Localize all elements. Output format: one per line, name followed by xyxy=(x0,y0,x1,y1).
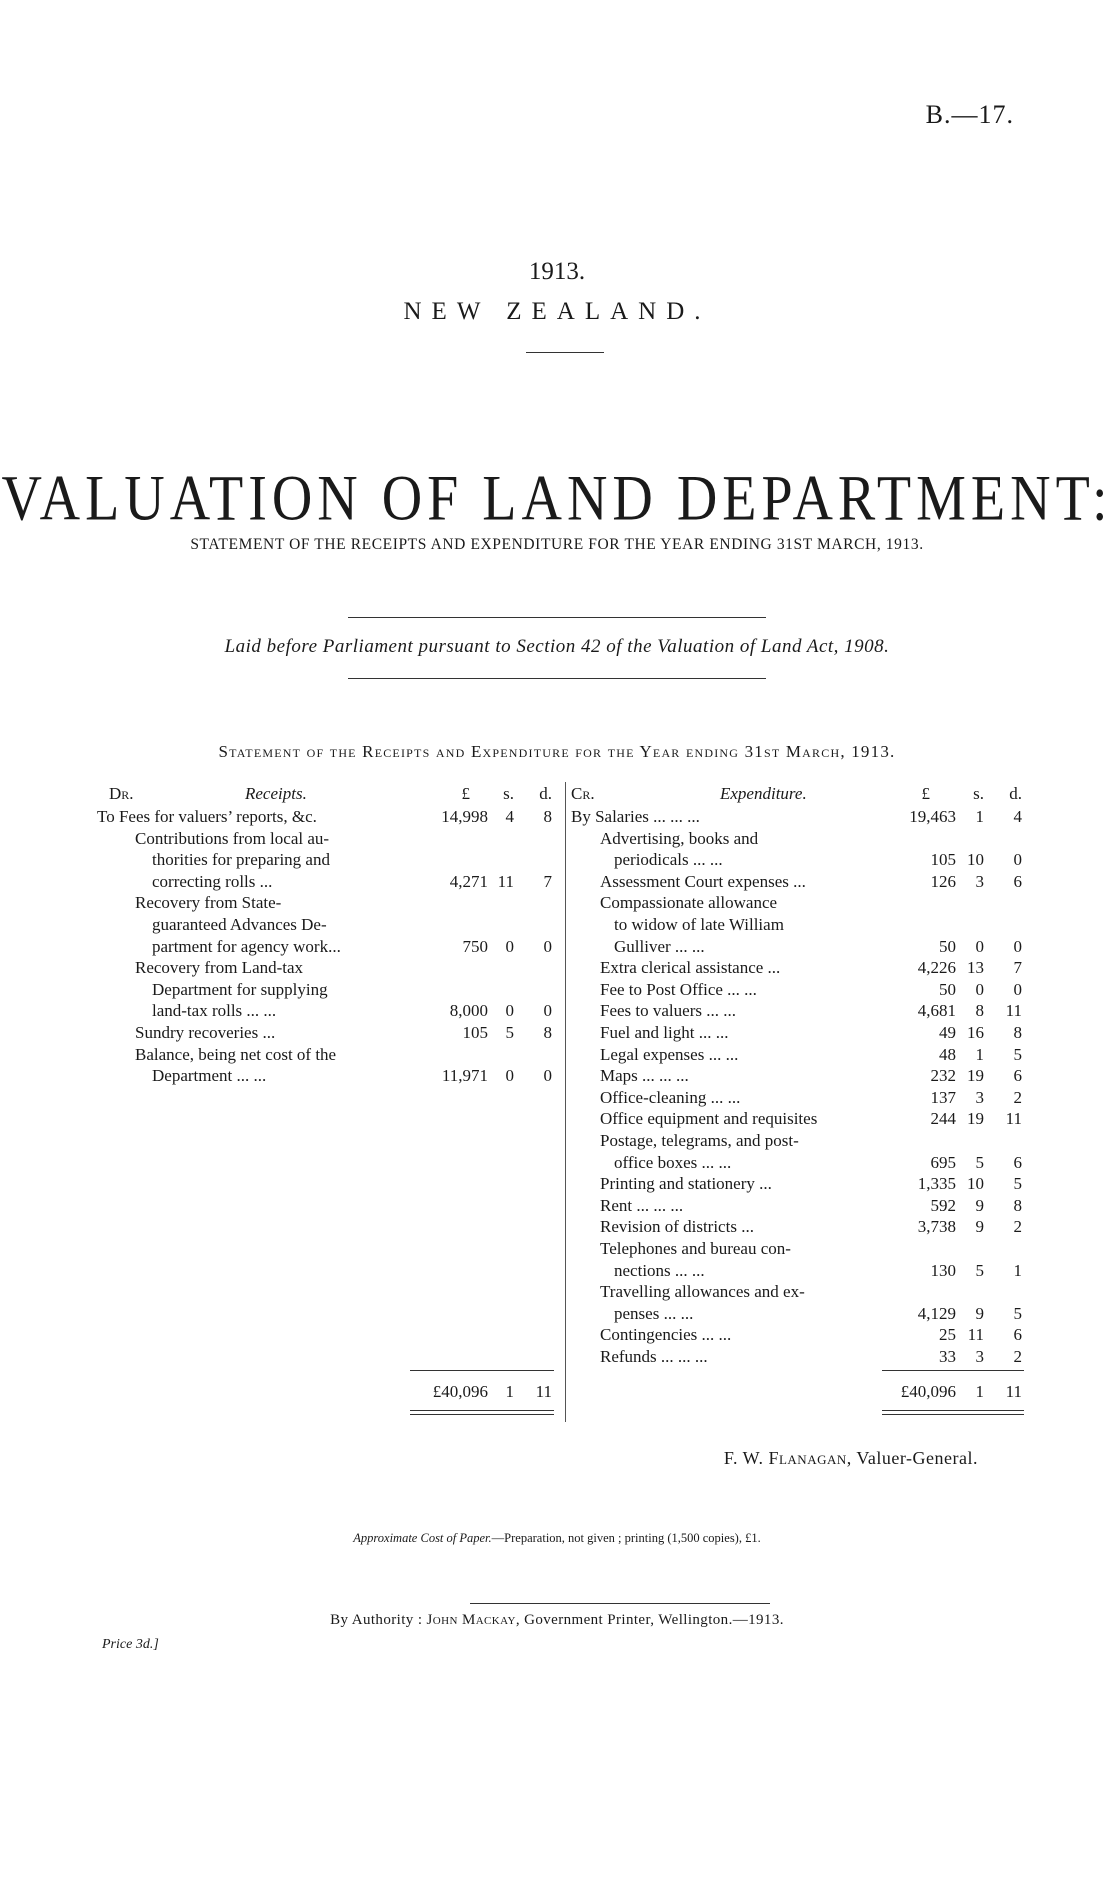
receipts-line-text: land-tax rolls ... ... xyxy=(152,1001,277,1021)
expenditure-amount-shillings: 16 xyxy=(967,1023,984,1042)
expenditure-amount-pence: 5 xyxy=(1013,1044,1022,1064)
expenditure-line-text: Contingencies ... ... xyxy=(600,1325,732,1345)
column-divider xyxy=(565,782,566,1422)
expenditure-amount-pence: 11 xyxy=(1005,1001,1022,1021)
receipts-amount-pounds: 105 xyxy=(462,1023,488,1042)
expenditure-amount-pence: 4 xyxy=(1013,807,1022,826)
receipts-line-text: partment for agency work... xyxy=(152,936,341,956)
signature xyxy=(724,1448,978,1469)
expenditure-amount-shillings: 9 xyxy=(975,1303,984,1323)
signature-name: Flanagan xyxy=(768,1448,847,1468)
expenditure-amount-shillings: 9 xyxy=(975,1195,984,1215)
receipts-line-text: Sundry recoveries ... xyxy=(135,1023,276,1042)
expenditure-amount-shillings: 11 xyxy=(967,1325,984,1345)
expenditure-shillings-header: s. xyxy=(973,784,984,803)
receipts-amount-shillings: 0 xyxy=(505,936,514,956)
expenditure-amount-pence: 2 xyxy=(1013,1087,1022,1107)
receipts-amount-pence: 0 xyxy=(543,1066,552,1086)
expenditure-line-text: Office equipment and requisites xyxy=(600,1109,818,1129)
expenditure-line-text: Refunds ... ... ... xyxy=(600,1347,708,1366)
expenditure-amount-pence: 7 xyxy=(1013,958,1022,978)
expenditure-line-text: Postage, telegrams, and post- xyxy=(600,1131,799,1150)
divider xyxy=(348,678,766,679)
expenditure-amount-pounds: 50 xyxy=(939,979,956,999)
expenditure-line-text: Fee to Post Office ... ... xyxy=(600,979,757,999)
expenditure-line-text: Printing and stationery ... xyxy=(600,1174,772,1194)
expenditure-amount-shillings: 19 xyxy=(967,1109,984,1129)
expenditure-amount-pounds: 105 xyxy=(930,850,956,870)
signature-role: , Valuer-General. xyxy=(846,1448,978,1468)
expenditure-line-text: Gulliver ... ... xyxy=(614,936,705,956)
expenditure-amount-shillings: 5 xyxy=(975,1260,984,1280)
expenditure-amount-pounds: 1,335 xyxy=(917,1174,956,1194)
expenditure-line-text: Advertising, books and xyxy=(600,828,759,848)
authority-line xyxy=(0,1612,1114,1629)
receipts-line-text: Recovery from Land-tax xyxy=(135,958,304,978)
expenditure-amount-pence: 0 xyxy=(1013,979,1022,999)
expenditure-amount-shillings: 1 xyxy=(975,1044,984,1064)
authority-prefix: By Authority : xyxy=(330,1612,423,1628)
expenditure-amount-pounds: 4,226 xyxy=(917,958,956,978)
divider xyxy=(470,1603,770,1604)
authority-suffix: , Government Printer, Wellington.—1913. xyxy=(515,1612,784,1628)
expenditure-line-text: periodicals ... ... xyxy=(614,850,723,870)
expenditure-amount-pence: 11 xyxy=(1005,1109,1022,1129)
expenditure-amount-shillings: 3 xyxy=(975,871,984,891)
expenditure-amount-pounds: 25 xyxy=(939,1325,956,1345)
price-note: Price 3d.] xyxy=(102,1637,159,1652)
expenditure-amount-pence: 6 xyxy=(1013,871,1022,891)
receipts-amount-shillings: 0 xyxy=(505,1001,514,1021)
expenditure-amount-pence: 0 xyxy=(1013,850,1022,870)
expenditure-line-text: Extra clerical assistance ... xyxy=(600,958,781,978)
expenditure-amount-shillings: 10 xyxy=(967,850,984,870)
receipts-shillings-header: s. xyxy=(503,784,514,803)
receipts-amount-shillings: 4 xyxy=(505,807,514,826)
receipts-line-text: Balance, being net cost of the xyxy=(135,1044,337,1064)
expenditure-line-text: penses ... ... xyxy=(614,1303,694,1323)
expenditure-amount-pence: 6 xyxy=(1013,1066,1022,1086)
expenditure-amount-pounds: 49 xyxy=(939,1023,956,1042)
expenditure-line-text: Telephones and bureau con- xyxy=(600,1239,791,1258)
receipts-total-pence: 11 xyxy=(535,1382,552,1401)
receipts-amount-pence: 7 xyxy=(543,871,552,891)
receipts-amount-pounds: 11,971 xyxy=(441,1066,488,1086)
receipts-pounds-header: £ xyxy=(461,784,470,803)
expenditure-amount-pence: 5 xyxy=(1013,1303,1022,1323)
laid-before-note: Laid before Parliament pursuant to Section 42 of the Valuation of Land Act, 1908. xyxy=(224,636,890,657)
receipts-amount-shillings: 11 xyxy=(497,871,514,891)
expenditure-amount-shillings: 9 xyxy=(975,1217,984,1237)
expenditure-line-text: Compassionate allowance xyxy=(600,893,778,913)
document-year: 1913. xyxy=(528,258,586,285)
expenditure-line-text: office boxes ... ... xyxy=(614,1152,732,1172)
receipts-amount-pence: 0 xyxy=(543,936,552,956)
expenditure-line-text: to widow of late William xyxy=(614,915,784,934)
total-rule xyxy=(410,1370,554,1371)
expenditure-amount-shillings: 1 xyxy=(975,807,984,826)
cost-label: Approximate Cost of Paper. xyxy=(353,1531,492,1545)
printer-name: John Mackay xyxy=(426,1612,516,1628)
expenditure-amount-pounds: 592 xyxy=(930,1195,956,1215)
expenditure-amount-pence: 6 xyxy=(1013,1325,1022,1345)
expenditure-amount-pounds: 232 xyxy=(930,1066,956,1086)
expenditure-amount-pounds: 48 xyxy=(939,1044,956,1064)
document-reference: B.—17. xyxy=(925,100,1014,129)
receipts-amount-pounds: 750 xyxy=(462,936,488,956)
receipts-line-text: correcting rolls ... xyxy=(152,871,273,891)
cost-text: —Preparation, not given ; printing (1,500 copies), £1. xyxy=(491,1531,761,1545)
expenditure-amount-pounds: 33 xyxy=(939,1347,956,1366)
receipts-line-text: guaranteed Advances De- xyxy=(152,915,327,934)
expenditure-amount-pence: 8 xyxy=(1013,1023,1022,1042)
divider xyxy=(526,352,604,353)
receipts-pence-header: d. xyxy=(539,784,552,803)
receipts-amount-pence: 8 xyxy=(543,1023,552,1042)
country-heading: NEW ZEALAND. xyxy=(403,298,711,325)
expenditure-amount-shillings: 8 xyxy=(975,1001,984,1021)
expenditure-total-shillings: 1 xyxy=(975,1382,984,1401)
expenditure-amount-pence: 2 xyxy=(1013,1217,1022,1237)
expenditure-amount-pounds: 50 xyxy=(939,936,956,956)
expenditure-line-text: By Salaries ... ... ... xyxy=(571,807,700,826)
expenditure-line-text: Rent ... ... ... xyxy=(600,1195,684,1215)
expenditure-amount-pounds: 695 xyxy=(930,1152,956,1172)
receipts-heading: Receipts. xyxy=(245,784,307,803)
receipts-amount-pence: 0 xyxy=(543,1001,552,1021)
expenditure-total-pence: 11 xyxy=(1005,1382,1022,1401)
total-rule xyxy=(882,1370,1024,1371)
expenditure-amount-shillings: 10 xyxy=(967,1174,984,1194)
receipts-amount-pence: 8 xyxy=(543,807,552,826)
cr-label: Cr. xyxy=(571,784,595,803)
receipts-line-text: To Fees for valuers’ reports, &c. xyxy=(97,807,317,826)
expenditure-amount-pence: 1 xyxy=(1013,1260,1022,1280)
expenditure-amount-pounds: 244 xyxy=(930,1109,956,1129)
expenditure-amount-pence: 8 xyxy=(1013,1195,1022,1215)
expenditure-line-text: Travelling allowances and ex- xyxy=(600,1282,805,1302)
signature-initials: F. W. xyxy=(723,1448,764,1468)
receipts-line-text: Recovery from State- xyxy=(135,893,282,913)
page-subtitle: STATEMENT OF THE RECEIPTS AND EXPENDITURE FOR THE YEAR ENDING 31ST MARCH, 1913. xyxy=(190,536,924,553)
expenditure-amount-pence: 0 xyxy=(1013,936,1022,956)
receipts-total-pounds: £40,096 xyxy=(432,1382,488,1401)
expenditure-pounds-header: £ xyxy=(921,784,930,803)
expenditure-amount-pounds: 126 xyxy=(930,871,956,891)
expenditure-heading: Expenditure. xyxy=(720,784,807,803)
expenditure-amount-shillings: 0 xyxy=(975,979,984,999)
expenditure-amount-pence: 5 xyxy=(1013,1174,1022,1194)
expenditure-amount-pence: 2 xyxy=(1013,1347,1022,1366)
statement-title: Statement of the Receipts and Expenditure for the Year ending 31st March, 1913. xyxy=(218,742,896,761)
receipts-line-text: Department for supplying xyxy=(152,979,328,999)
total-rule xyxy=(882,1414,1024,1415)
expenditure-line-text: Legal expenses ... ... xyxy=(600,1044,739,1064)
expenditure-amount-shillings: 5 xyxy=(975,1152,984,1172)
expenditure-amount-shillings: 3 xyxy=(975,1087,984,1107)
expenditure-amount-pounds: 137 xyxy=(930,1087,956,1107)
receipts-amount-pounds: 14,998 xyxy=(441,807,488,826)
dr-label: Dr. xyxy=(109,784,134,803)
expenditure-line-text: Revision of districts ... xyxy=(600,1217,754,1237)
expenditure-line-text: nections ... ... xyxy=(614,1260,705,1280)
expenditure-line-text: Maps ... ... ... xyxy=(600,1066,689,1086)
expenditure-amount-pounds: 4,681 xyxy=(917,1001,956,1021)
total-rule xyxy=(882,1410,1024,1411)
total-rule xyxy=(410,1414,554,1415)
page-title: VALUATION OF LAND DEPARTMENT: xyxy=(1,463,1113,535)
receipts-line-text: Department ... ... xyxy=(152,1066,267,1086)
expenditure-line-text: Assessment Court expenses ... xyxy=(600,871,806,891)
receipts-amount-shillings: 0 xyxy=(505,1066,514,1086)
expenditure-line-text: Office-cleaning ... ... xyxy=(600,1087,741,1107)
expenditure-line-text: Fuel and light ... ... xyxy=(600,1023,729,1042)
total-rule xyxy=(410,1410,554,1411)
expenditure-amount-pounds: 3,738 xyxy=(917,1217,956,1237)
receipts-amount-pounds: 4,271 xyxy=(449,871,488,891)
receipts-total-shillings: 1 xyxy=(505,1382,514,1401)
expenditure-amount-pence: 6 xyxy=(1013,1152,1022,1172)
expenditure-amount-shillings: 13 xyxy=(967,958,984,978)
receipts-line-text: Contributions from local au- xyxy=(135,828,330,848)
cost-note xyxy=(0,1531,1114,1546)
expenditure-amount-shillings: 19 xyxy=(967,1066,984,1086)
expenditure-pence-header: d. xyxy=(1009,784,1022,803)
expenditure-amount-pounds: 19,463 xyxy=(909,807,956,826)
receipts-line-text: thorities for preparing and xyxy=(152,850,330,870)
expenditure-amount-shillings: 3 xyxy=(975,1347,984,1366)
divider xyxy=(348,617,766,618)
receipts-amount-pounds: 8,000 xyxy=(449,1001,488,1021)
receipts-amount-shillings: 5 xyxy=(505,1023,514,1042)
expenditure-amount-pounds: 4,129 xyxy=(917,1303,956,1323)
expenditure-amount-shillings: 0 xyxy=(975,936,984,956)
expenditure-amount-pounds: 130 xyxy=(930,1260,956,1280)
expenditure-total-pounds: £40,096 xyxy=(900,1382,956,1401)
expenditure-line-text: Fees to valuers ... ... xyxy=(600,1001,736,1021)
